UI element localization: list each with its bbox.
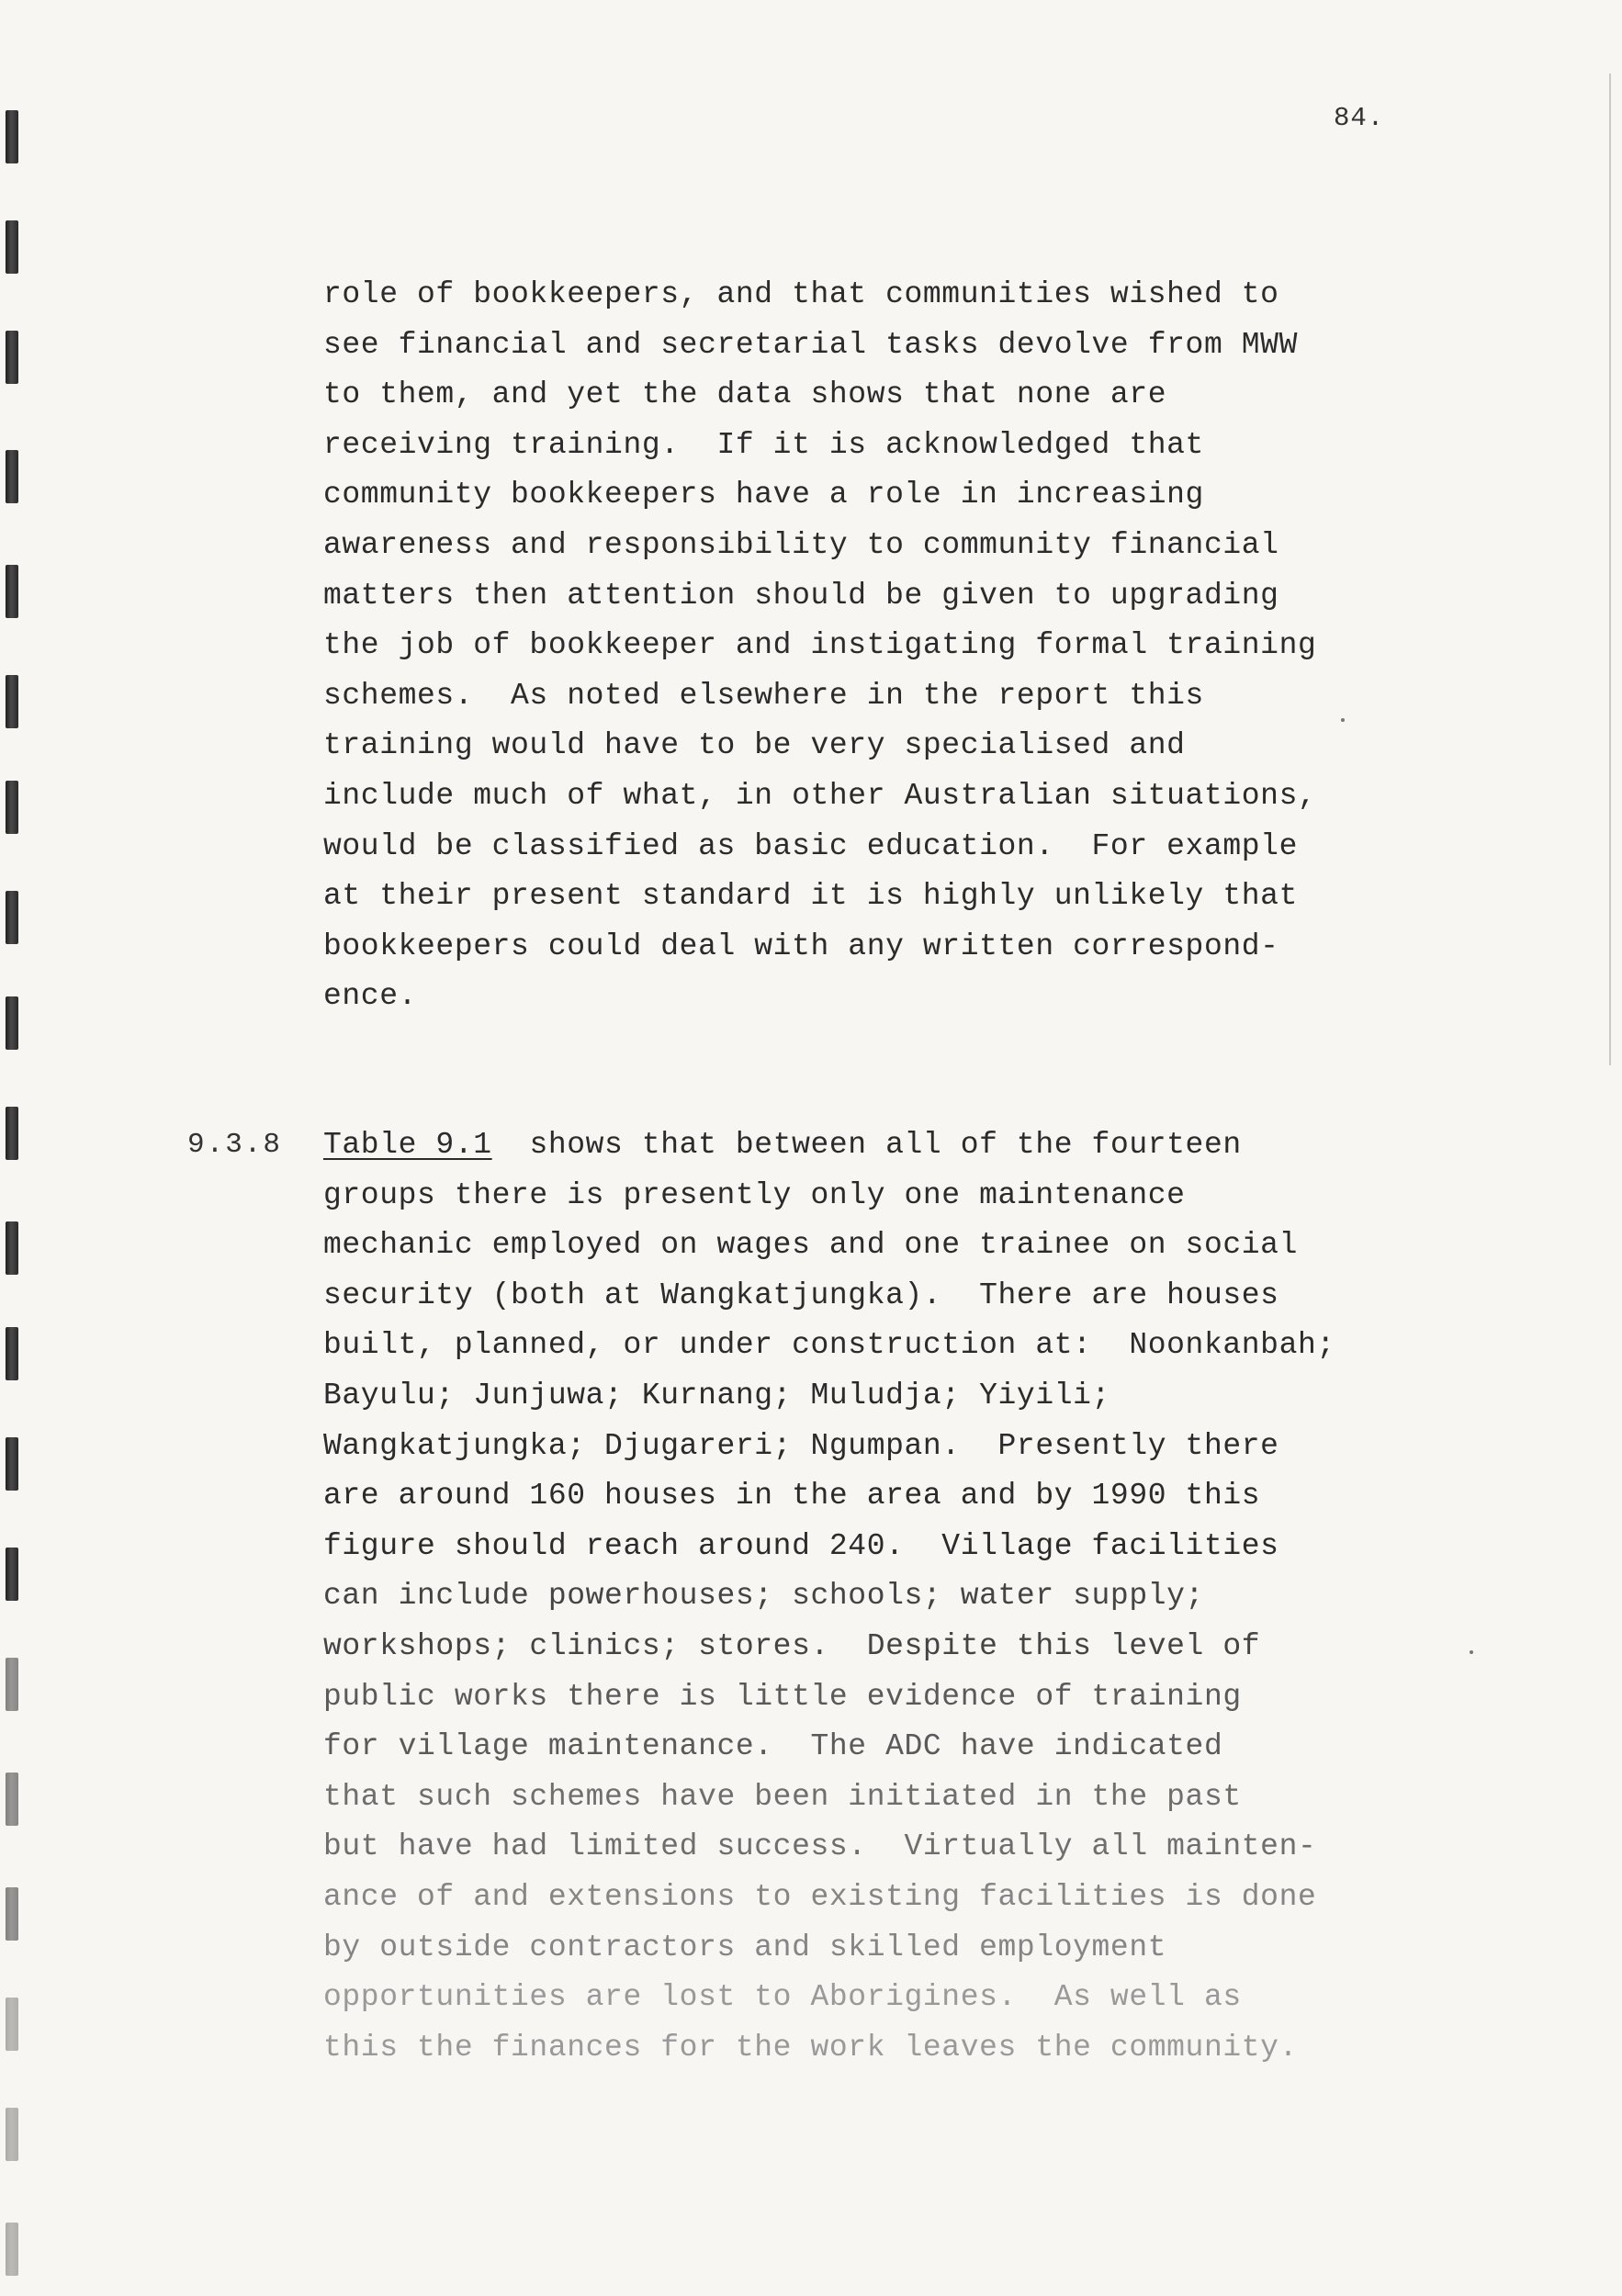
binding-hole [6, 565, 18, 618]
paragraph-line: opportunities are lost to Aborigines. As well as [323, 1980, 1242, 2015]
binding-hole [6, 996, 18, 1050]
paragraph-line: figure should reach around 240. Village facilities [323, 1528, 1279, 1563]
paragraph-line: Bayulu; Junjuwa; Kurnang; Muludja; Yiyili; [323, 1378, 1110, 1412]
paragraph-line: are around 160 houses in the area and by 1990 this [323, 1479, 1261, 1514]
binding-hole [6, 1107, 18, 1160]
paragraph-line: matters then attention should be given to upgrading [323, 578, 1279, 613]
paragraph-line: role of bookkeepers, and that communities wished to [323, 277, 1279, 311]
paragraph-line-text: shows that between all of the fourteen [491, 1128, 1242, 1162]
paragraph-line: would be classified as basic education. For example [323, 828, 1298, 863]
paragraph-line: public works there is little evidence of training [323, 1679, 1242, 1714]
paragraph-line: ence. [323, 979, 418, 1014]
paragraph-line: but have had limited success. Virtually all mainten- [323, 1829, 1317, 1864]
binding-hole [6, 2108, 18, 2161]
paragraph-line: the job of bookkeeper and instigating formal training [323, 628, 1317, 663]
paragraph-bookkeepers [323, 270, 1407, 1022]
binding-hole [6, 781, 18, 834]
paragraph-line: security (both at Wangkatjungka). There are houses [323, 1277, 1279, 1312]
scan-speck [1470, 1650, 1473, 1654]
binding-hole [6, 1221, 18, 1275]
paragraph-line: built, planned, or under construction at: Noonkanbah; [323, 1328, 1335, 1363]
paragraph-line: that such schemes have been initiated in the past [323, 1779, 1242, 1814]
paragraph-line: receiving training. If it is acknowledged that [323, 427, 1204, 462]
paragraph-line: workshops; clinics; stores. Despite this level of [323, 1628, 1261, 1663]
paragraph-line: this the finances for the work leaves the community. [323, 2030, 1298, 2065]
section-number: 9.3.8 [187, 1129, 283, 1161]
binding-hole [6, 1998, 18, 2051]
paragraph-line: see financial and secretarial tasks devolve from MWW [323, 327, 1298, 362]
binding-hole [6, 1658, 18, 1711]
page-number: 84. [1334, 103, 1385, 133]
binding-hole [6, 2223, 18, 2276]
binding-hole [6, 450, 18, 503]
paragraph-line: awareness and responsibility to community financial [323, 527, 1279, 562]
binding-hole [6, 1437, 18, 1491]
paragraph-line: mechanic employed on wages and one trainee on social [323, 1228, 1298, 1263]
paragraph-line: at their present standard it is highly unlikely that [323, 879, 1298, 914]
paragraph-line: bookkeepers could deal with any written correspond- [323, 929, 1279, 963]
page-edge-shadow [1609, 73, 1611, 1065]
binding-hole [6, 1548, 18, 1601]
scan-speck [1341, 718, 1345, 722]
paragraph-line: can include powerhouses; schools; water supply; [323, 1579, 1204, 1614]
paragraph-line: to them, and yet the data shows that none are [323, 377, 1167, 412]
paragraph-line: by outside contractors and skilled employment [323, 1930, 1167, 1964]
paragraph-line: groups there is presently only one maintenance [323, 1177, 1186, 1212]
table-reference: Table 9.1 [323, 1128, 492, 1162]
paragraph-line: schemes. As noted elsewhere in the report this [323, 678, 1204, 713]
binding-hole [6, 220, 18, 274]
binding-hole [6, 1327, 18, 1380]
binding-holes [0, 0, 37, 2296]
paragraph-maintenance [323, 1120, 1407, 2073]
paragraph-line: for village maintenance. The ADC have indicated [323, 1729, 1223, 1764]
binding-hole [6, 331, 18, 384]
paragraph-line: include much of what, in other Australian situations, [323, 778, 1317, 813]
paragraph-line: ance of and extensions to existing facilities is done [323, 1879, 1317, 1914]
binding-hole [6, 675, 18, 728]
paragraph-line: community bookkeepers have a role in increasing [323, 478, 1204, 512]
binding-hole [6, 891, 18, 944]
binding-hole [6, 1887, 18, 1941]
paragraph-line: Wangkatjungka; Djugareri; Ngumpan. Presently there [323, 1428, 1279, 1463]
paragraph-line [323, 1120, 1407, 1171]
binding-hole [6, 1773, 18, 1826]
binding-hole [6, 110, 18, 163]
paragraph-line: training would have to be very specialised and [323, 728, 1186, 763]
